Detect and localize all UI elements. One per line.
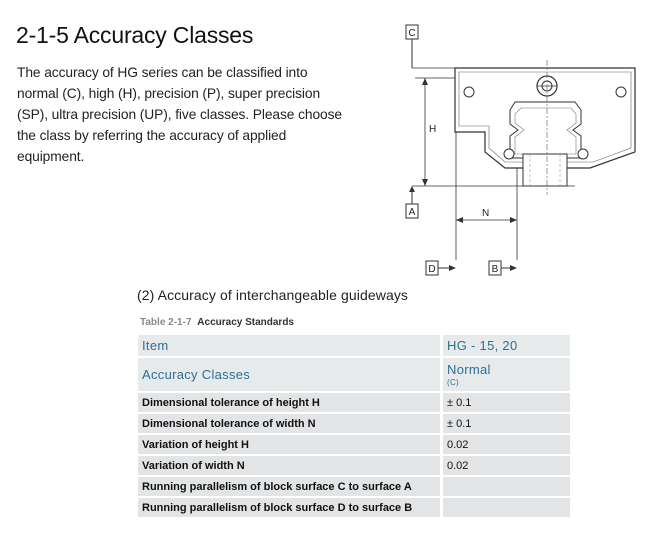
row-value — [443, 477, 570, 496]
table-header-row — [138, 335, 570, 356]
table-row — [138, 456, 570, 475]
intro-paragraph: The accuracy of HG series can be classified into normal (C), high (H), precision (P), super precision (SP), ultra precision (UP), five classes. Please choose the class by referring the accuracy of applied equipment. — [17, 65, 342, 164]
row-value: 0.02 — [443, 456, 570, 475]
table-row — [138, 435, 570, 454]
accuracy-standards-table — [138, 333, 570, 519]
table-caption-number: Table 2-1-7 — [140, 317, 192, 328]
subsection-title: (2) Accuracy of interchangeable guideways — [137, 287, 409, 303]
table-row — [138, 498, 570, 517]
table-row — [138, 477, 570, 496]
width-n-label: N — [482, 208, 490, 219]
row-value: 0.02 — [443, 435, 570, 454]
row-item: Running parallelism of block surface D to surface B — [138, 498, 443, 517]
table-row — [138, 414, 570, 433]
guideway-diagram — [385, 20, 651, 282]
accuracy-class-value: Normal — [447, 362, 491, 377]
table-caption — [140, 317, 294, 328]
header-model: HG - 15, 20 — [443, 335, 570, 356]
row-item: Running parallelism of block surface C to surface A — [138, 477, 443, 496]
accuracy-class-row — [138, 358, 570, 391]
table-row — [138, 393, 570, 412]
row-item: Variation of width N — [138, 456, 443, 475]
section-heading: 2-1-5 Accuracy Classes — [16, 22, 254, 48]
datum-b-label: B — [491, 264, 499, 275]
rail — [523, 154, 567, 186]
row-value: ± 0.1 — [443, 414, 570, 433]
row-value: ± 0.1 — [443, 393, 570, 412]
row-item: Variation of height H — [138, 435, 443, 454]
row-value — [443, 498, 570, 517]
datum-d-label: D — [428, 264, 436, 275]
header-item: Item — [138, 335, 443, 356]
row-item: Dimensional tolerance of width N — [138, 414, 443, 433]
height-h-label: H — [429, 124, 437, 135]
datum-a-label: A — [408, 207, 416, 218]
table-caption-title: Accuracy Standards — [197, 317, 294, 328]
accuracy-class-label: Accuracy Classes — [138, 358, 443, 391]
accuracy-class-value-cell — [443, 358, 570, 391]
datum-c-label: C — [408, 28, 416, 39]
row-item: Dimensional tolerance of height H — [138, 393, 443, 412]
accuracy-class-code: (C) — [447, 378, 460, 387]
